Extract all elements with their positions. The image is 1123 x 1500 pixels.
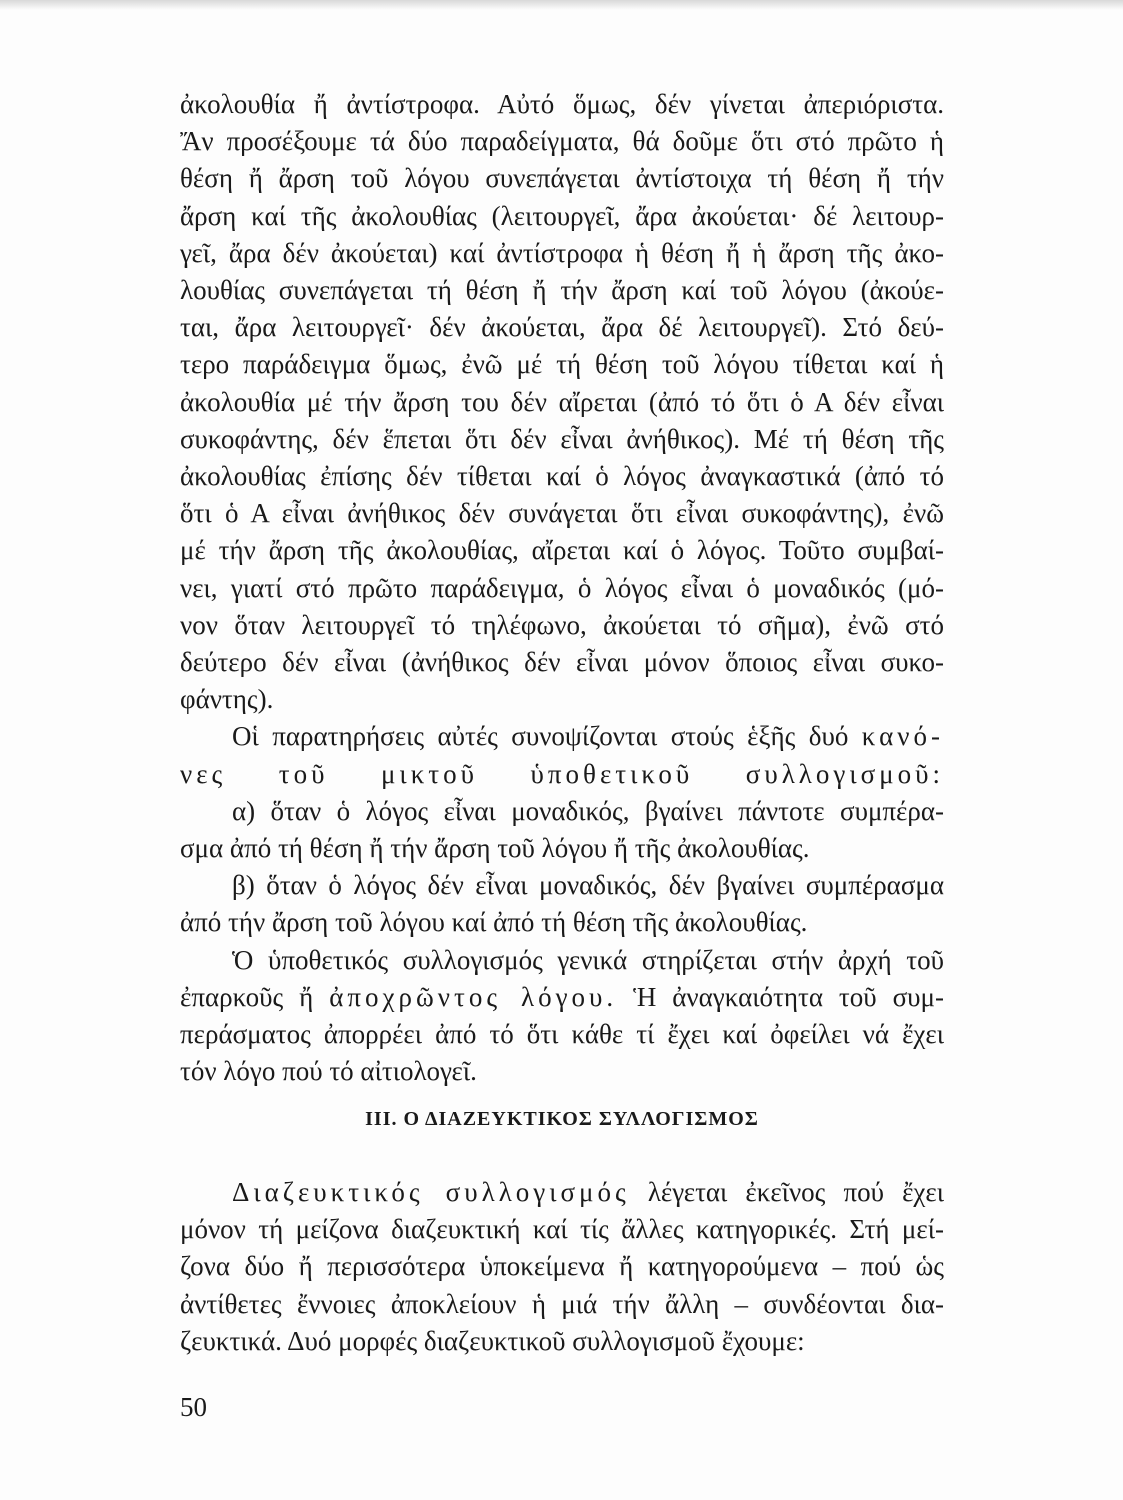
text-line: ται, ἄρα λειτουργεῖ· δέν ἀκούεται, ἄρα δέ λειτουργεῖ). Στό δεύ- <box>180 312 944 343</box>
text-line: ἀκολουθία μέ τήν ἄρση του δέν αἴρεται (ἀπό τό ὅτι ὁ Α δέν εἶναι <box>180 386 944 417</box>
text-line: γεῖ, ἄρα δέν ἀκούεται) καί ἀντίστροφα ἡ θέση ἤ ἡ ἄρση τῆς ἀκο- <box>180 237 944 268</box>
text-line: ἀντίθετες ἔννοιες ἀποκλείουν ἡ μιά τήν ἄλλη – συνδέονται δια- <box>180 1288 944 1319</box>
text-line: νον ὅταν λειτουργεῖ τό τηλέφωνο, ἀκούεται τό σῆμα), ἐνῶ στό <box>180 609 944 640</box>
text-line: ὅτι ὁ Α εἶναι ἀνήθικος δέν συνάγεται ὅτι εἶναι συκοφάντης), ἐνῶ <box>180 498 944 529</box>
text-line: β) ὅταν ὁ λόγος δέν εἶναι μοναδικός, δέν βγαίνει συμπέρασμα <box>232 870 944 901</box>
scan-edge <box>0 0 1123 10</box>
text-line <box>180 979 944 1016</box>
text-line: ζευκτικά. Δυό μορφές διαζευκτικοῦ συλλογισμοῦ ἔχουμε: <box>180 1325 805 1356</box>
emphasis-spaced: ἀποχρῶντος λόγου. <box>329 981 618 1012</box>
text-line: σμα ἀπό τή θέση ἤ τήν ἄρση τοῦ λόγου ἤ τῆς ἀκολουθίας. <box>180 833 810 864</box>
text-line: μόνον τή μείζονα διαζευκτική καί τίς ἄλλες κατηγορικές. Στή μεί- <box>180 1214 944 1245</box>
text-line: λουθίας συνεπάγεται τή θέση ἤ τήν ἄρση καί τοῦ λόγου (ἀκούε- <box>180 275 944 306</box>
text-line: ἄρση καί τῆς ἀκολουθίας (λειτουργεῖ, ἄρα ἀκούεται· δέ λειτουρ- <box>180 200 944 231</box>
text-line: α) ὅταν ὁ λόγος εἶναι μοναδικός, βγαίνει πάντοτε συμπέρα- <box>232 795 944 826</box>
line-tail: Ἡ ἀναγκαιότητα τοῦ συμ- <box>633 981 945 1012</box>
text-line: θέση ἤ ἄρση τοῦ λόγου συνεπάγεται ἀντίστοιχα τή θέση ἤ τήν <box>180 163 944 194</box>
body-text-2 <box>180 1174 944 1360</box>
line-tail: λέγεται ἐκεῖνος πού ἔχει <box>647 1177 945 1207</box>
text-line: Ὁ ὑποθετικός συλλογισμός γενικά στηρίζεται στήν ἀρχή τοῦ <box>232 944 944 975</box>
emphasis-spaced: κανό- <box>861 721 944 752</box>
line-text: ἐπαρκοῦς ἤ <box>180 981 314 1012</box>
text-line: περάσματος ἀπορρέει ἀπό τό ὅτι κάθε τί ἔχει καί ὀφείλει νά ἔχει <box>180 1019 944 1050</box>
text-line: συκοφάντης, δέν ἕπεται ὅτι δέν εἶναι ἀνήθικος). Μέ τή θέση τῆς <box>180 423 944 454</box>
text-line: Ἄν προσέξουμε τά δύο παραδείγματα, θά δοῦμε ὅτι στό πρῶτο ἡ <box>180 126 944 157</box>
line-text: Οἱ παρατηρήσεις αὐτές συνοψίζονται στούς ἑξῆς δυό <box>232 721 849 752</box>
text-line: ἀπό τήν ἄρση τοῦ λόγου καί ἀπό τή θέση τῆς ἀκολουθίας. <box>180 907 808 938</box>
text-line: δεύτερο δέν εἶναι (ἀνήθικος δέν εἶναι μόνον ὅποιος εἶναι συκο- <box>180 647 944 678</box>
text-line: ἀκολουθίας ἐπίσης δέν τίθεται καί ὁ λόγος ἀναγκαστικά (ἀπό τό <box>180 461 944 492</box>
text-line: νει, γιατί στό πρῶτο παράδειγμα, ὁ λόγος εἶναι ὁ μοναδικός (μό- <box>180 572 944 603</box>
text-line <box>180 1174 944 1211</box>
text-line: ἀκολουθία ἤ ἀντίστροφα. Αὐτό ὅμως, δέν γίνεται ἀπεριόριστα. <box>180 89 944 119</box>
text-line: φάντης). <box>180 684 274 715</box>
section-heading: III. Ο ΔΙΑΖΕΥΚΤΙΚΟΣ ΣΥΛΛΟΓΙΣΜΟΣ <box>365 1108 759 1130</box>
text-line: ζονα δύο ἤ περισσότερα ὑποκείμενα ἤ κατηγορούμενα – πού ὡς <box>180 1251 944 1282</box>
page-number: 50 <box>180 1392 207 1422</box>
emphasis-spaced: Διαζευκτικός συλλογισμός <box>232 1177 630 1207</box>
text-line <box>180 718 944 755</box>
text-line: τερο παράδειγμα ὅμως, ἐνῶ μέ τή θέση τοῦ λόγου τίθεται καί ἡ <box>180 349 944 380</box>
text-line: νες τοῦ μικτοῦ ὑποθετικοῦ συλλογισμοῦ: <box>180 758 944 789</box>
body-text <box>180 86 944 1090</box>
text-line: μέ τήν ἄρση τῆς ἀκολουθίας, αἴρεται καί ὁ λόγος. Τοῦτο συμβαί- <box>180 535 944 566</box>
text-line: τόν λόγο πού τό αἰτιολογεῖ. <box>180 1056 477 1087</box>
